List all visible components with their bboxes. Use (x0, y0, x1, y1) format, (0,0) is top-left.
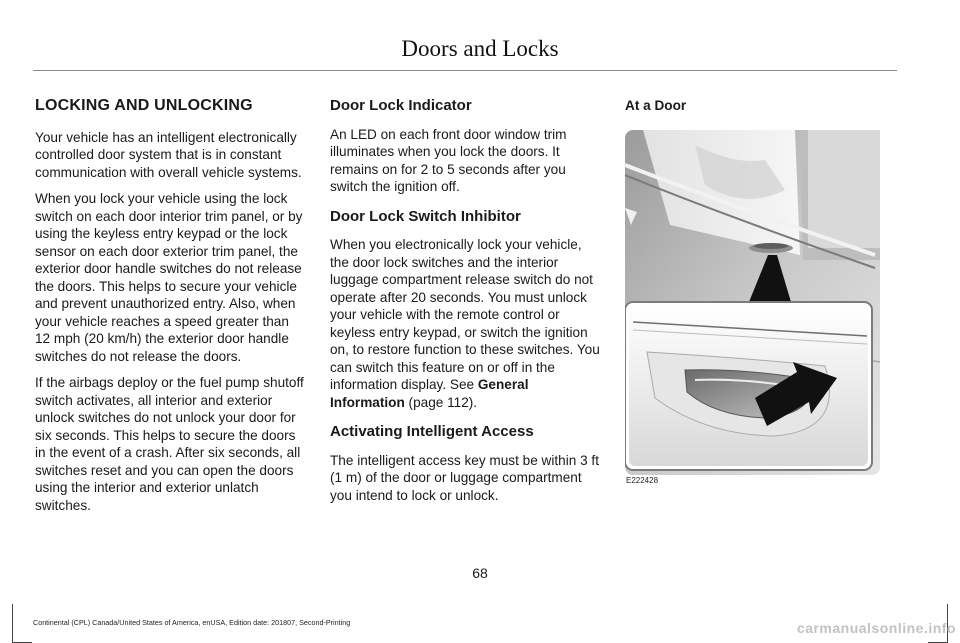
cross-reference-link[interactable]: General Information (330, 377, 529, 410)
footer-edition-text: Continental (CPL) Canada/United States of America, enUSA, Edition date: 201807, Second-Printing (33, 618, 351, 627)
header-divider (33, 70, 897, 71)
door-handle-illustration (625, 130, 880, 475)
paragraph: When you lock your vehicle using the lock switch on each door interior trim panel, or by using the keyless entry keypad or the lock sensor on each door exterior trim panel, the exterior door handle switches do not release the doors. This helps to secure your vehicle and prevent unauthorized entry. Also, when your vehicle reaches a speed greater than 12 mph (20 km/h) the exterior door handle switches do not release the doors. (35, 191, 303, 364)
paragraph: The intelligent access key must be within 3 ft (1 m) of the door or luggage compartment you intend to lock or unlock. (330, 452, 599, 503)
paragraph: An LED on each front door window trim illuminates when you lock the doors. It remains on for 2 to 5 seconds after you switch the ignition off. (330, 126, 567, 194)
paragraph (330, 236, 602, 411)
page-header-title: Doors and Locks (401, 36, 559, 61)
subheading-door-lock-indicator: Door Lock Indicator (330, 97, 472, 114)
paragraph: If the airbags deploy or the fuel pump shutoff switch activates, all interior and exterior unlock switches do not unlock your door for six seconds. This helps to secure the doors in the event of a crash. After six seconds, all switches reset and you can open the doors using the interior and exterior unlatch switches. (35, 375, 304, 513)
page-reference: (page 112). (404, 394, 478, 410)
subheading-door-lock-switch-inhibitor: Door Lock Switch Inhibitor (330, 207, 521, 225)
column-locking-and-unlocking (35, 97, 307, 523)
subheading-activating-intelligent-access: Activating Intelligent Access (330, 423, 534, 440)
column-door-lock (330, 97, 602, 513)
crop-mark (12, 604, 13, 643)
paragraph: Your vehicle has an intelligent electronically controlled door system that is in constant communication with overall vehicle systems. (35, 129, 302, 180)
watermark: carmanualsonline.info (796, 620, 956, 636)
paragraph-text: When you electronically lock your vehicle, the door lock switches and the interior luggage compartment release switch do not operate after 20 seconds. You must unlock your vehicle with the remote control or keyless entry keypad, or switch the ignition on, to restore function to these switches. You can switch this feature on or off in the information display. See (330, 237, 600, 392)
section-title: LOCKING AND UNLOCKING (35, 97, 253, 114)
subheading-at-a-door: At a Door (625, 98, 687, 113)
figure-code: E222428 (626, 476, 659, 485)
column-at-a-door (625, 97, 885, 126)
page-number: 68 (472, 565, 488, 581)
